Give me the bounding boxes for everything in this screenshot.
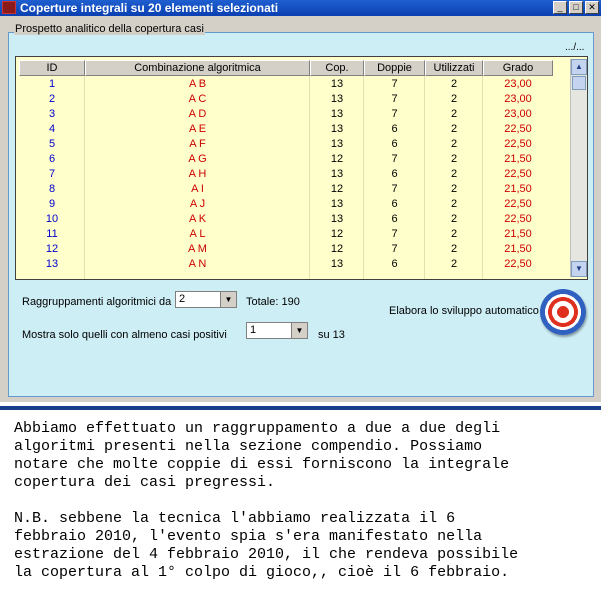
table-row[interactable] bbox=[16, 242, 569, 257]
col-cop-header[interactable]: Cop. bbox=[310, 60, 364, 76]
table-row[interactable] bbox=[16, 137, 569, 152]
table-row[interactable] bbox=[16, 107, 569, 122]
raggruppamenti-value: 2 bbox=[179, 293, 186, 305]
table-row[interactable] bbox=[16, 122, 569, 137]
cell-utilizzati: 2 bbox=[450, 183, 458, 195]
mostra-value: 1 bbox=[250, 324, 257, 336]
cell-combinazione: A M bbox=[188, 243, 207, 255]
cell-doppie: 7 bbox=[391, 153, 398, 165]
cell-id: 2 bbox=[48, 93, 56, 105]
maximize-button[interactable]: □ bbox=[569, 1, 583, 14]
col-doppie-header[interactable]: Doppie bbox=[364, 60, 425, 76]
cell-cop: 13 bbox=[330, 168, 344, 180]
cell-cop: 13 bbox=[330, 198, 344, 210]
cell-utilizzati: 2 bbox=[450, 198, 458, 210]
cell-doppie: 6 bbox=[391, 258, 398, 270]
table-row[interactable] bbox=[16, 182, 569, 197]
cell-grado: 22,50 bbox=[504, 123, 532, 135]
cell-doppie: 7 bbox=[391, 108, 398, 120]
cell-grado: 23,00 bbox=[504, 78, 532, 90]
target-icon[interactable] bbox=[540, 289, 586, 335]
cell-grado: 21,50 bbox=[504, 228, 532, 240]
scroll-thumb[interactable] bbox=[572, 76, 586, 90]
table-row[interactable] bbox=[16, 167, 569, 182]
cell-doppie: 7 bbox=[391, 228, 398, 240]
col-id-header[interactable]: ID bbox=[19, 60, 85, 76]
cell-combinazione: A H bbox=[188, 168, 207, 180]
cell-grado: 21,50 bbox=[504, 243, 532, 255]
totale-label: Totale: 190 bbox=[246, 296, 300, 308]
cell-grado: 21,50 bbox=[504, 183, 532, 195]
col-combinazione-header[interactable]: Combinazione algoritmica bbox=[85, 60, 310, 76]
cell-grado: 22,50 bbox=[504, 213, 532, 225]
cell-utilizzati: 2 bbox=[450, 213, 458, 225]
cell-grado: 22,50 bbox=[504, 168, 532, 180]
cell-cop: 13 bbox=[330, 258, 344, 270]
cell-combinazione: A N bbox=[188, 258, 207, 270]
coverage-table bbox=[15, 56, 588, 280]
cell-id: 7 bbox=[48, 168, 56, 180]
cell-utilizzati: 2 bbox=[450, 153, 458, 165]
raggruppamenti-label: Raggruppamenti algoritmici da bbox=[22, 296, 172, 308]
table-row[interactable] bbox=[16, 227, 569, 242]
table-row[interactable] bbox=[16, 77, 569, 92]
window-title: Coperture integrali su 20 elementi selezionati bbox=[20, 1, 279, 15]
cell-id: 4 bbox=[48, 123, 56, 135]
cell-id: 13 bbox=[45, 258, 59, 270]
table-scrollbar[interactable] bbox=[570, 59, 587, 277]
cell-utilizzati: 2 bbox=[450, 108, 458, 120]
cell-id: 5 bbox=[48, 138, 56, 150]
cell-grado: 22,50 bbox=[504, 258, 532, 270]
cell-id: 3 bbox=[48, 108, 56, 120]
chevron-down-icon[interactable]: ▼ bbox=[291, 323, 307, 338]
table-row[interactable] bbox=[16, 212, 569, 227]
cell-id: 12 bbox=[45, 243, 59, 255]
close-button[interactable]: ✕ bbox=[585, 1, 599, 14]
cell-cop: 13 bbox=[330, 108, 344, 120]
col-grado-header[interactable]: Grado bbox=[483, 60, 553, 76]
cell-combinazione: A L bbox=[189, 228, 206, 240]
cell-utilizzati: 2 bbox=[450, 228, 458, 240]
cell-combinazione: A I bbox=[191, 183, 204, 195]
caption-paragraph-2: N.B. sebbene la tecnica l'abbiamo realizzata il 6 febbraio 2010, l'evento spia s'era manifestato nella estrazione del 4 febbraio 2010, il che rendeva possibile la copertura al 1° colpo di gioco,, cioè il 6 febbraio. bbox=[14, 510, 519, 581]
chevron-down-icon[interactable]: ▼ bbox=[220, 292, 236, 307]
caption-paragraph-1: Abbiamo effettuato un raggruppamento a due a due degli algoritmi presenti nella sezione compendio. Possiamo notare che molte coppie di essi forniscono la integrale copertura dei casi pregressi. bbox=[14, 420, 510, 491]
cell-cop: 12 bbox=[330, 153, 344, 165]
app-icon bbox=[2, 1, 16, 14]
cell-grado: 23,00 bbox=[504, 108, 532, 120]
cell-doppie: 6 bbox=[391, 213, 398, 225]
cell-grado: 22,50 bbox=[504, 138, 532, 150]
cell-cop: 13 bbox=[330, 78, 344, 90]
cell-cop: 13 bbox=[330, 213, 344, 225]
cell-doppie: 6 bbox=[391, 198, 398, 210]
mostra-select[interactable] bbox=[246, 322, 308, 339]
cell-utilizzati: 2 bbox=[450, 93, 458, 105]
minimize-button[interactable]: _ bbox=[553, 1, 567, 14]
su-label: su 13 bbox=[318, 329, 345, 341]
cell-doppie: 6 bbox=[391, 168, 398, 180]
elabora-label: Elabora lo sviluppo automatico bbox=[389, 305, 539, 317]
cell-combinazione: A J bbox=[189, 198, 206, 210]
cell-utilizzati: 2 bbox=[450, 78, 458, 90]
cell-combinazione: A D bbox=[188, 108, 207, 120]
cell-utilizzati: 2 bbox=[450, 138, 458, 150]
cell-doppie: 6 bbox=[391, 138, 398, 150]
cell-cop: 12 bbox=[330, 228, 344, 240]
cell-id: 1 bbox=[48, 78, 56, 90]
cell-grado: 21,50 bbox=[504, 153, 532, 165]
cell-id: 8 bbox=[48, 183, 56, 195]
caption-text bbox=[14, 420, 594, 600]
cell-id: 10 bbox=[45, 213, 59, 225]
cell-utilizzati: 2 bbox=[450, 243, 458, 255]
divider bbox=[0, 406, 601, 410]
cell-grado: 22,50 bbox=[504, 198, 532, 210]
cell-utilizzati: 2 bbox=[450, 123, 458, 135]
cell-cop: 12 bbox=[330, 243, 344, 255]
cell-combinazione: A C bbox=[188, 93, 207, 105]
cell-id: 6 bbox=[48, 153, 56, 165]
cell-combinazione: A G bbox=[188, 153, 207, 165]
cell-doppie: 6 bbox=[391, 123, 398, 135]
cell-doppie: 7 bbox=[391, 78, 398, 90]
scroll-down-button[interactable]: ▼ bbox=[571, 261, 587, 277]
cell-combinazione: A E bbox=[188, 123, 207, 135]
more-link[interactable]: .../... bbox=[565, 42, 585, 53]
cell-cop: 12 bbox=[330, 183, 344, 195]
table-row[interactable] bbox=[16, 152, 569, 167]
cell-doppie: 7 bbox=[391, 183, 398, 195]
scroll-up-button[interactable]: ▲ bbox=[571, 59, 587, 75]
groupbox-title: Prospetto analitico della copertura casi bbox=[15, 23, 204, 35]
cell-id: 11 bbox=[46, 228, 58, 240]
cell-doppie: 7 bbox=[391, 93, 398, 105]
cell-combinazione: A K bbox=[188, 213, 207, 225]
table-row[interactable] bbox=[16, 197, 569, 212]
cell-cop: 13 bbox=[330, 123, 344, 135]
cell-combinazione: A F bbox=[189, 138, 206, 150]
table-row[interactable] bbox=[16, 257, 569, 272]
col-utilizzati-header[interactable]: Utilizzati bbox=[425, 60, 483, 76]
table-row[interactable] bbox=[16, 92, 569, 107]
cell-combinazione: A B bbox=[188, 78, 207, 90]
cell-grado: 23,00 bbox=[504, 93, 532, 105]
cell-cop: 13 bbox=[330, 93, 344, 105]
cell-utilizzati: 2 bbox=[450, 258, 458, 270]
cell-cop: 13 bbox=[330, 138, 344, 150]
raggruppamenti-select[interactable] bbox=[175, 291, 237, 308]
title-bar[interactable] bbox=[0, 0, 601, 16]
cell-utilizzati: 2 bbox=[450, 168, 458, 180]
cell-doppie: 7 bbox=[391, 243, 398, 255]
cell-id: 9 bbox=[48, 198, 56, 210]
mostra-label: Mostra solo quelli con almeno casi positivi bbox=[22, 329, 227, 341]
